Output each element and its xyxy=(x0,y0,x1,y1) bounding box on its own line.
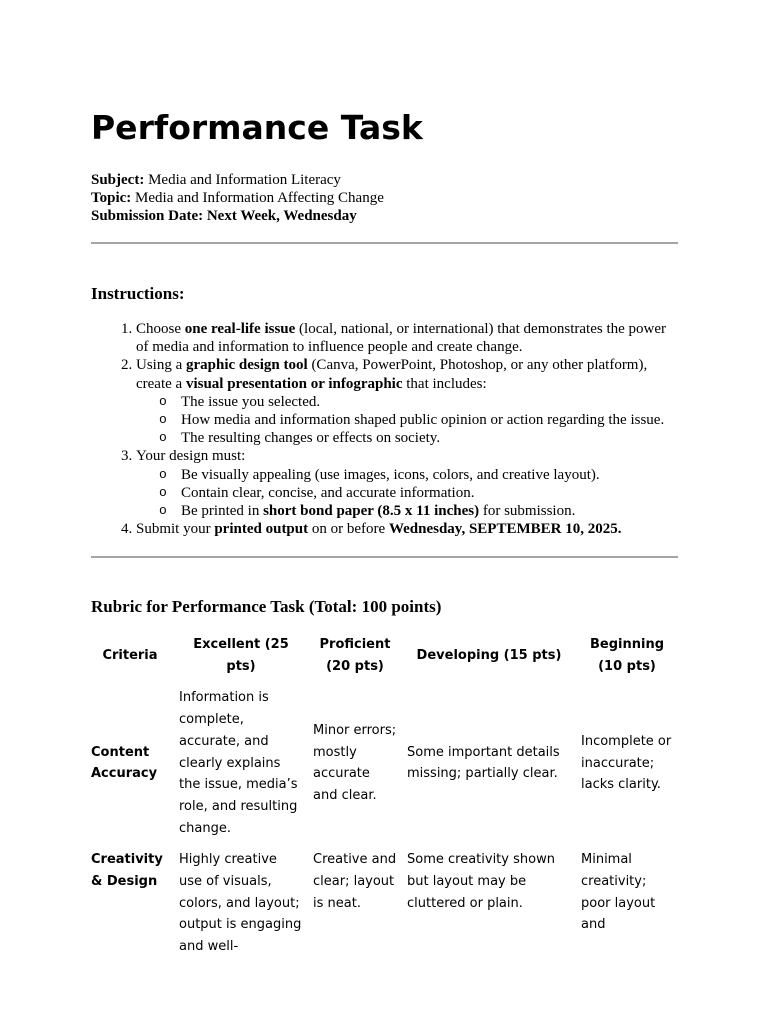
header-beginning: Beginning (10 pts) xyxy=(589,637,664,674)
sub-item: o The issue you selected. xyxy=(181,393,681,411)
topic-label: Topic: xyxy=(91,190,132,206)
criteria-cell: Content Accuracy xyxy=(91,744,158,782)
header-criteria: Criteria xyxy=(102,647,158,663)
divider xyxy=(91,556,678,558)
rubric-title: Rubric for Performance Task (Total: 100 points) xyxy=(91,597,442,616)
subject-label: Subject: xyxy=(91,172,145,188)
header-developing: Developing (15 pts) xyxy=(416,647,562,663)
sub-item: o Contain clear, concise, and accurate information. xyxy=(181,484,681,502)
instruction-item: 4. Submit your printed output on or before Wednesday, SEPTEMBER 10, 2025. xyxy=(136,520,681,538)
instructions-list xyxy=(91,320,681,538)
instructions-heading: Instructions: xyxy=(91,284,185,303)
table-cell: Minimal creativity; poor layout and xyxy=(581,852,656,933)
sub-item: o How media and information shaped public opinion or action regarding the issue. xyxy=(181,411,681,429)
task-meta xyxy=(91,171,384,225)
sub-item: o Be visually appealing (use images, icons, colors, and creative layout). xyxy=(181,466,681,484)
criteria-cell: Creativity & Design xyxy=(91,852,163,890)
table-cell: Information is complete, accurate, and clearly explains the issue, media’s role, and resulting change. xyxy=(179,690,298,836)
page-title: Performance Task xyxy=(91,108,423,147)
submission-date: Submission Date: Next Week, Wednesday xyxy=(91,208,357,224)
table-row xyxy=(86,682,678,844)
submission-line xyxy=(91,207,384,225)
table-cell: Highly creative use of visuals, colors, and layout; output is engaging and well- xyxy=(179,852,302,955)
table-cell: Incomplete or inaccurate; lacks clarity. xyxy=(581,733,672,793)
subject-value: Media and Information Literacy xyxy=(144,172,341,188)
subject-line xyxy=(91,171,384,189)
table-cell: Some creativity shown but layout may be cluttered or plain. xyxy=(407,852,555,911)
table-row xyxy=(86,844,678,963)
rubric-table xyxy=(86,629,678,963)
sub-item: o The resulting changes or effects on society. xyxy=(181,429,681,447)
instruction-item: 2. Using a graphic design tool (Canva, PowerPoint, Photoshop, or any other platform), create a visual presentation or infographic that includes: o The issue you selected. o How media and information shaped public opinion or action regarding the issue. o The resulting changes or effects on society. xyxy=(136,356,681,447)
header-proficient: Proficient (20 pts) xyxy=(319,637,391,674)
topic-line xyxy=(91,189,384,207)
instruction-item: 3. Your design must: o Be visually appealing (use images, icons, colors, and creative layout). o Contain clear, concise, and accurate information. o Be printed in short bond paper (8.5 x 11 inches) for submission. xyxy=(136,447,681,520)
sub-item: o Be printed in short bond paper (8.5 x 11 inches) for submission. xyxy=(181,502,681,520)
table-cell: Some important details missing; partially clear. xyxy=(407,744,560,782)
header-excellent: Excellent (25 pts) xyxy=(193,637,289,674)
instruction-item: 1. Choose one real-life issue (local, national, or international) that demonstrates the power of media and information to influence people and create change. xyxy=(136,320,681,356)
rubric-header-row xyxy=(86,629,678,682)
table-cell: Creative and clear; layout is neat. xyxy=(313,852,397,911)
topic-value: Media and Information Affecting Change xyxy=(131,190,384,206)
table-cell: Minor errors; mostly accurate and clear. xyxy=(313,722,397,804)
divider xyxy=(91,242,678,244)
